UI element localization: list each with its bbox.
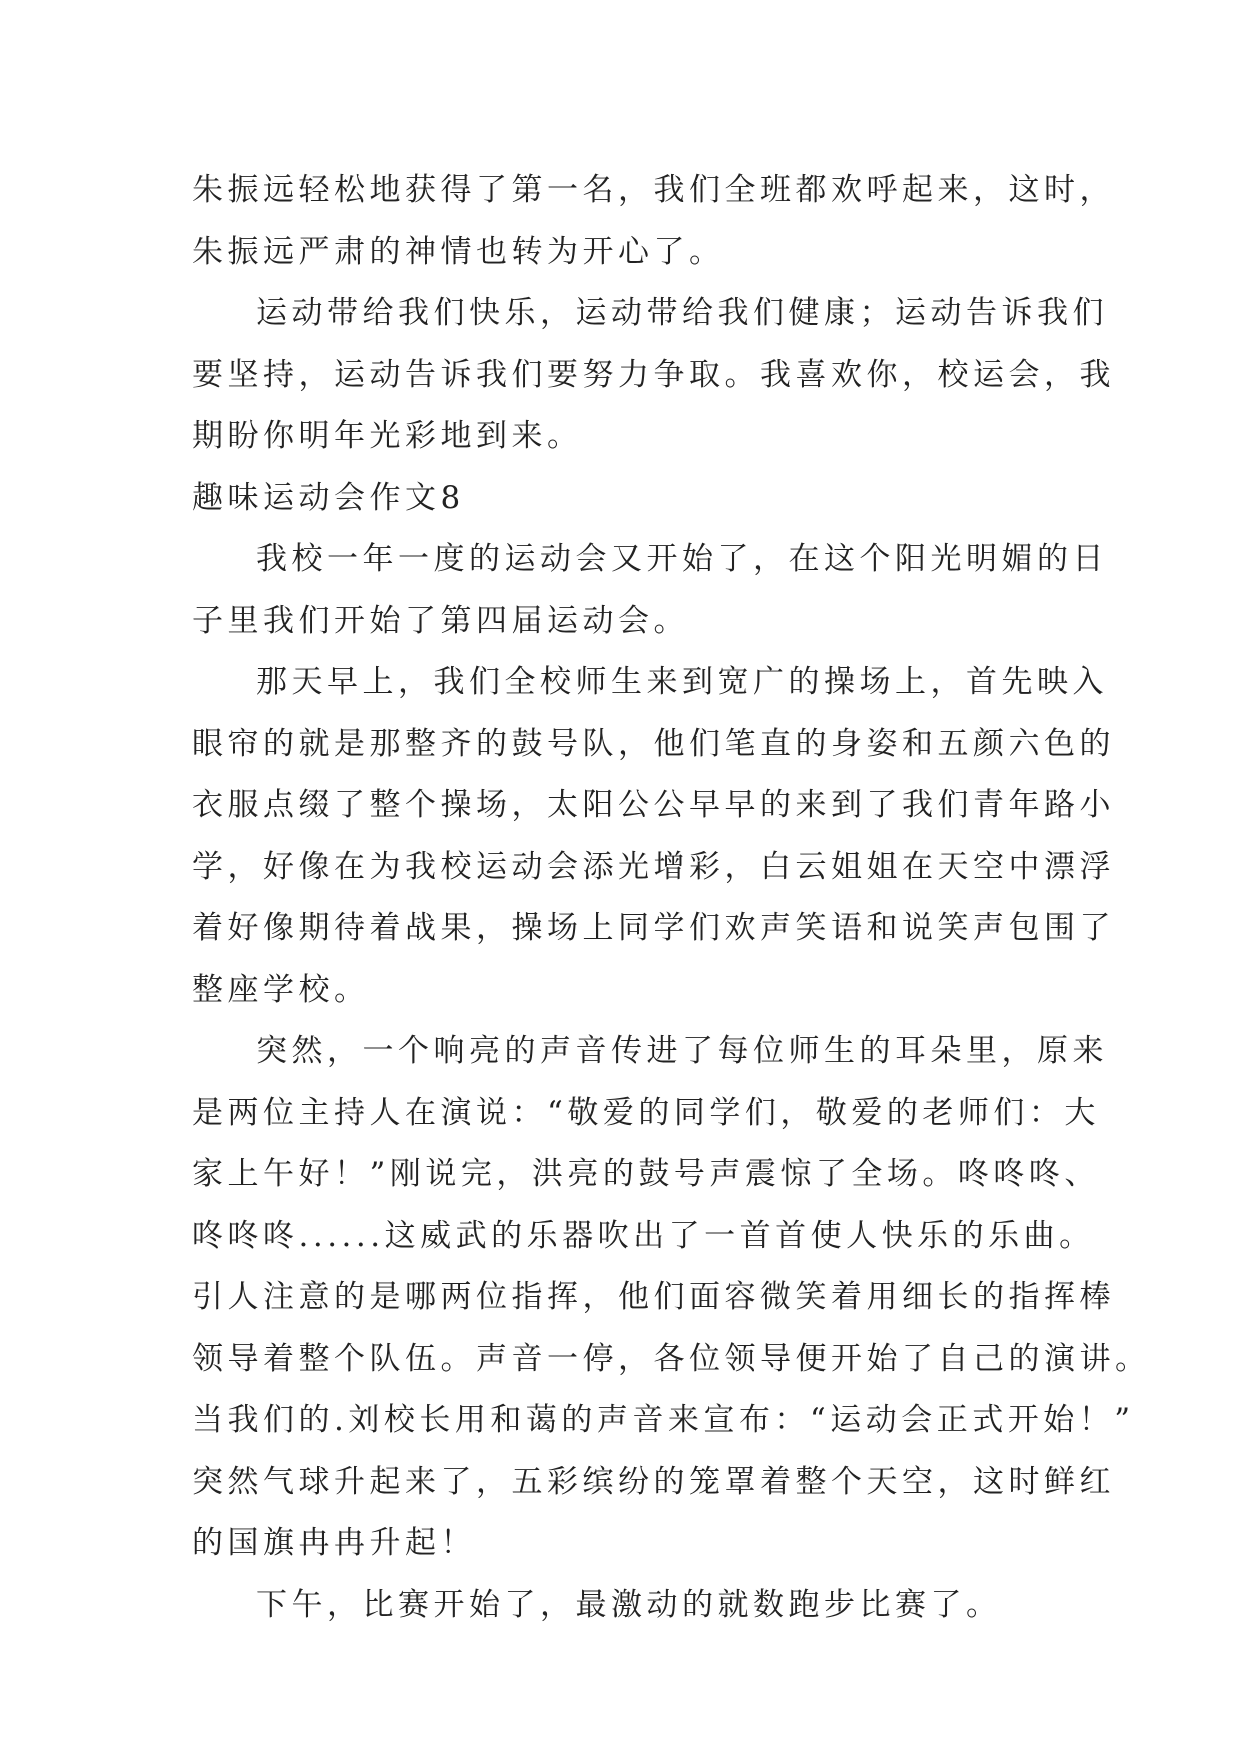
paragraph-start-line: 下午，比赛开始了，最激动的就数跑步比赛了。	[256, 1586, 1002, 1623]
paragraph-start-line: 那天早上，我们全校师生来到宽广的操场上，首先映入	[256, 664, 1108, 700]
text-line: 着好像期待着战果，操场上同学们欢声笑语和说笑声包围了	[192, 910, 1115, 946]
essay-title: 趣味运动会作文8	[192, 479, 465, 516]
paragraph-start-line: 我校一年一度的运动会又开始了，在这个阳光明媚的日	[256, 541, 1108, 577]
text-line: 当我们的.刘校长用和蔼的声音来宣布：“运动会正式开始！”	[192, 1402, 1135, 1438]
essay-text	[192, 160, 1151, 1636]
text-line: 家上午好！”刚说完，洪亮的鼓号声震惊了全场。咚咚咚、	[192, 1156, 1100, 1192]
text-line: 子里我们开始了第四届运动会。	[192, 602, 689, 639]
text-line: 衣服点缀了整个操场，太阳公公早早的来到了我们青年路小	[192, 787, 1115, 823]
text-line: 突然气球升起来了，五彩缤纷的笼罩着整个天空，这时鲜红	[192, 1463, 1115, 1500]
text-line: 眼帘的就是那整齐的鼓号队，他们笔直的身姿和五颜六色的	[192, 725, 1115, 762]
text-line: 引人注意的是哪两位指挥，他们面容微笑着用细长的指挥棒	[192, 1279, 1115, 1315]
text-line: 学，好像在为我校运动会添光增彩，白云姐姐在天空中漂浮	[192, 848, 1115, 885]
paragraph-start-line: 运动带给我们快乐，运动带给我们健康；运动告诉我们	[256, 295, 1108, 331]
text-line: 期盼你明年光彩地到来。	[192, 418, 583, 454]
text-line: 要坚持，运动告诉我们要努力争取。我喜欢你，校运会，我	[192, 356, 1115, 393]
text-line: 是两位主持人在演说：“敬爱的同学们，敬爱的老师们：大	[192, 1094, 1100, 1131]
paragraph-start-line: 突然，一个响亮的声音传进了每位师生的耳朵里，原来	[256, 1033, 1108, 1069]
text-line: 朱振远轻松地获得了第一名，我们全班都欢呼起来，这时，	[192, 172, 1115, 208]
text-line: 领导着整个队伍。声音一停，各位领导便开始了自己的演讲。	[192, 1340, 1151, 1377]
text-line: 整座学校。	[192, 971, 370, 1008]
text-line: 咚咚咚......这威武的乐器吹出了一首首使人快乐的乐曲。	[192, 1217, 1095, 1254]
text-line: 的国旗冉冉升起！	[192, 1525, 476, 1561]
text-line: 朱振远严肃的神情也转为开心了。	[192, 233, 725, 270]
